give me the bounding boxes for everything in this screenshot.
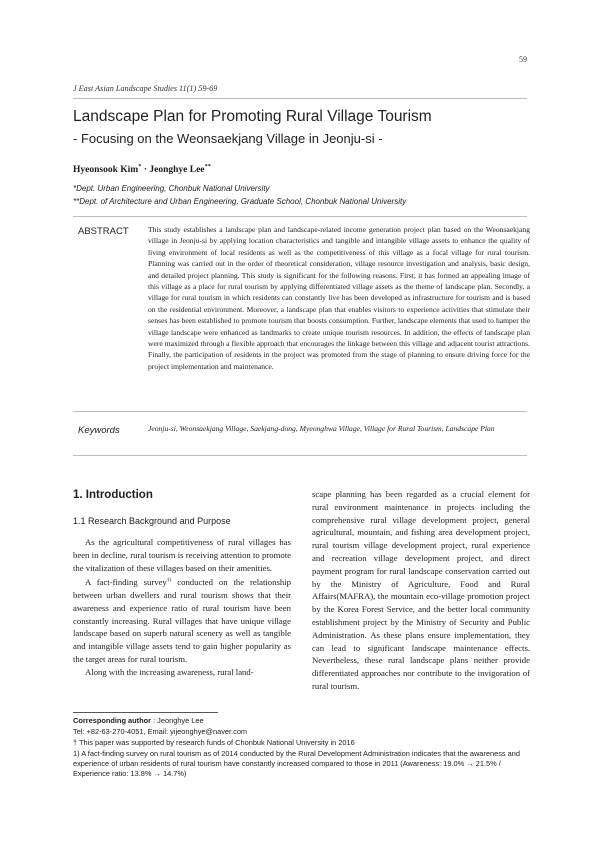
footnote-reference[interactable]: 1) [166, 577, 172, 584]
footnote-rule [73, 712, 218, 713]
corresponding-label: Corresponding author [73, 716, 152, 725]
body-text: A fact-finding survey [85, 577, 167, 588]
author-name: Hyeonsook Kim [73, 165, 139, 176]
funding-text: This paper was supported by research funds of Chonbuk National University in 2016 [77, 738, 355, 747]
footnote-text: A fact-finding survey on rural tourism as of 2014 conducted by the Rural Development Administration indicates that the awareness and experience of urban residents of rural tourism have constantly increased compared to those in 2011 (Awareness: 19.0% → 21.5% / Experience ratio: 13.8% → 14.7%) [73, 749, 520, 778]
corresponding-author [73, 716, 204, 726]
contact-info: Tel: +82-63-270-4051, Email: yijeonghye@naver.com [73, 727, 248, 736]
header-rule [73, 98, 527, 99]
dagger-mark: † [73, 738, 78, 747]
author-line [73, 163, 211, 175]
body-paragraph: scape planning has been regarded as a crucial element for rural environment maintenance in projects including the comprehensive rural village development project, general agricultural, mountain, and fishing area development project, rural tourism village development project, rural experience and recreation village development project, and direct payment program for rural landscape conservation carried out by the Ministry of Agriculture, Food and Rural Affairs(MAFRA), the mountain eco-village promotion project by the Korea Forest Service, and the better local community establishment project by the Ministry of Security and Public Administration. As these plans ensure implementation, they can lead to significant landscape maintenance effects. Nevertheless, these rural landscape plans neither provide differentiated approaches nor contribute to the invigoration of rural tourism. [312, 489, 530, 691]
abstract-top-rule [73, 216, 527, 217]
footnote-1 [73, 749, 533, 779]
author-name: Jeonghye Lee [149, 165, 205, 176]
keywords-label: Keywords [78, 425, 120, 436]
corresponding-name: : Jeonghye Lee [151, 716, 204, 725]
affiliation-mark: ** [204, 163, 212, 170]
body-column-right [312, 488, 530, 693]
footnote-mark: 1) [73, 749, 80, 758]
paper-title: Landscape Plan for Promoting Rural Village Tourism [73, 108, 432, 125]
abstract-text: This study establishes a landscape plan and landscape-related income generation project plan based on the Weonsaekjang village in Jeonju-si by applying location characteristics and tangible and intangible village assets to enhance the quality of living environment of local residents as well as the competitiveness of this village as a focal village for rural tourism. Planning was carried out in the order of theoretical consideration, village resource investigation and analysis, basic design, and detailed project planning. This study is significant for the following reasons. First, it has formed an appealing image of this village as a place for rural tourism by applying differentiated village assets as the theme of landscape plan. Secondly, a village for rural tourism in which residents can constantly live has been developed as infrastructure for tourism and is based on the residential environment. Moreover, a landscape plan that enables visitors to experience activities that stimulate their senses has been established to promote tourism that boosts consumption. Further, landscape elements that used to hamper the village landscape were enhanced as landmarks to create unique tourism resources. In addition, the effects of landscape plan were maximized through a flexible approach that encourages the linkage between this village and adjacent tourist attractions. Finally, the participation of residents in the project was promoted from the stage of planning to ensure driving force for the project implementation and maintenance. [148, 225, 530, 371]
journal-reference: J East Asian Landscape Studies 11(1) 59-69 [73, 84, 218, 93]
abstract-label: ABSTRACT [78, 226, 129, 237]
affiliation: *Dept. Urban Engineering, Chonbuk National University [73, 184, 270, 193]
keywords-bottom-rule [73, 455, 527, 456]
body-paragraph [73, 574, 291, 665]
body-column-left [73, 536, 291, 679]
paper-subtitle: - Focusing on the Weonsaekjang Village in Jeonju-si - [73, 131, 383, 146]
subsection-heading: 1.1 Research Background and Purpose [73, 516, 231, 526]
abstract-bottom-rule [73, 411, 527, 412]
affiliation: **Dept. of Architecture and Urban Engineering, Graduate School, Chonbuk National University [73, 197, 407, 206]
section-heading: 1. Introduction [73, 489, 153, 501]
body-paragraph: As the agricultural competitiveness of rural villages has been in decline, rural tourism is receiving attention to promote the vitalization of these villages based on their amenities. [73, 537, 291, 573]
funding-note [73, 738, 355, 748]
author-separator: · [141, 165, 150, 176]
body-paragraph: Along with the increasing awareness, rural land- [85, 666, 254, 677]
page-number: 59 [519, 55, 527, 64]
keywords-text: Jeonju-si, Weonsaekjang Village, Saekjang-dong, Myeonghwa Village, Village for Rural Tourism, Landscape Plan [148, 424, 495, 433]
affiliation-mark: * [138, 163, 142, 170]
body-text: conducted on the relationship between urban dwellers and rural tourism shows that their awareness and experience ratio of rural tourism have been constantly increasing. Rural villages that have unique village landscape based on superb natural scenery as well as tangible and intangible village assets tend to gain higher popularity as the target areas for rural tourism. [73, 577, 291, 665]
